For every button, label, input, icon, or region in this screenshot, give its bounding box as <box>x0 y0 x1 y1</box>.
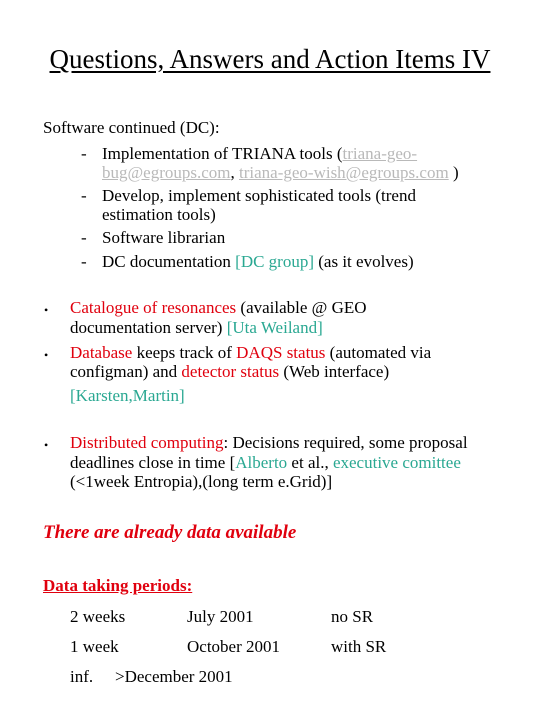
triana-geo-wish-link[interactable]: triana-geo-wish@egroups.com <box>239 163 449 182</box>
page-title: Questions, Answers and Action Items IV <box>49 44 491 74</box>
bullet-1-line-2 <box>70 318 323 338</box>
software-heading: Software continued (DC): <box>43 118 220 137</box>
database-term: Database <box>70 343 133 362</box>
bullet-3-line-2 <box>70 453 461 473</box>
dash-marker: - <box>81 186 87 205</box>
alberto-tag: Alberto <box>235 453 288 472</box>
software-item-2-line-2: estimation tools) <box>102 205 216 224</box>
bullet-3-line-3: (<1week Entropia),(long term e.Grid)] <box>70 472 333 491</box>
bullet-3-text-3: et al., <box>287 453 333 472</box>
bullet-3-text-2: deadlines close in time [ <box>70 453 236 472</box>
period-date: July 2001 <box>187 607 254 626</box>
bullet-2-text: keeps track of <box>132 343 237 362</box>
software-item-2-line-1: Develop, implement sophisticated tools (trend <box>102 186 416 205</box>
software-item-1-close: ) <box>448 163 459 182</box>
software-item-1-text: Implementation of TRIANA tools ( <box>102 144 343 163</box>
bullet-2-line-2 <box>70 362 389 382</box>
uta-weiland-tag: [Uta Weiland] <box>226 318 323 337</box>
software-item-1-line-2 <box>102 163 459 183</box>
executive-comittee-tag: executive comittee <box>332 453 461 472</box>
karsten-martin-tag: [Karsten,Martin] <box>70 386 185 405</box>
bullet-1-text-2: documentation server) <box>70 318 227 337</box>
software-item-4 <box>102 252 414 272</box>
period-sr: with SR <box>331 637 387 656</box>
data-taking-label: Data taking periods: <box>43 576 193 595</box>
bullet-1-text: (available @ GEO <box>236 298 367 317</box>
dash-marker: - <box>81 144 87 163</box>
catalogue-of-resonances: Catalogue of resonances <box>70 298 237 317</box>
period-duration: 1 week <box>70 637 119 656</box>
bullet-3-text: : Decisions required, some proposal <box>223 433 468 452</box>
software-item-1-line-1 <box>102 144 417 164</box>
bullet-2-text-3: configman) and <box>70 362 182 381</box>
dash-marker: - <box>81 228 87 247</box>
triana-geo-bug-link[interactable]: triana-geo- <box>342 144 418 163</box>
period-date: October 2001 <box>187 637 281 656</box>
data-available-headline: There are already data available <box>43 522 297 543</box>
period-duration: 2 weeks <box>70 607 126 626</box>
bullet-1-line-1 <box>70 298 367 318</box>
software-item-3: Software librarian <box>102 228 226 247</box>
bullet-2-line-1 <box>70 343 431 363</box>
dc-group-tag: [DC group] <box>235 252 315 271</box>
period-sr: no SR <box>331 607 374 626</box>
dc-documentation-rest: (as it evolves) <box>314 252 414 271</box>
bullet-2-text-2: (automated via <box>325 343 432 362</box>
period-duration: inf. <box>70 667 94 686</box>
distributed-computing-term: Distributed computing <box>70 433 224 452</box>
bullet-2-text-4: (Web interface) <box>279 362 390 381</box>
detector-status-term: detector status <box>181 362 280 381</box>
dash-marker: - <box>81 252 87 271</box>
triana-geo-bug-link-cont[interactable]: bug@egroups.com <box>102 163 231 182</box>
bullet-marker: • <box>44 438 49 452</box>
daqs-status-term: DAQS status <box>236 343 326 362</box>
link-separator: , <box>230 163 239 182</box>
bullet-marker: • <box>44 348 49 362</box>
period-date: >December 2001 <box>115 667 233 686</box>
bullet-3-line-1 <box>70 433 468 453</box>
dc-documentation-text: DC documentation <box>102 252 236 271</box>
bullet-marker: • <box>44 303 49 317</box>
